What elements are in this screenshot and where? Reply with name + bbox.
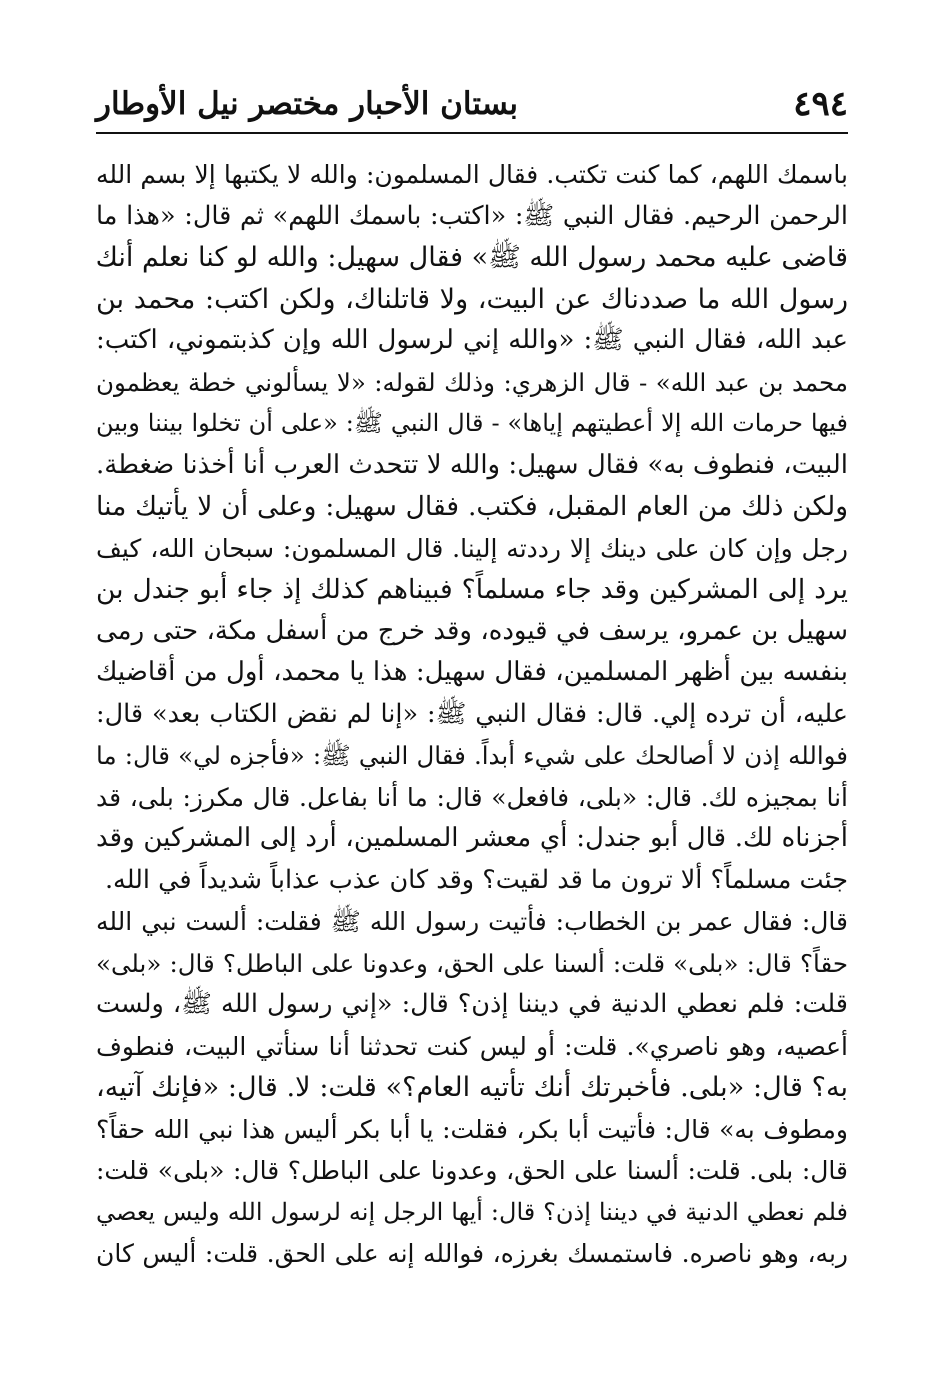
- text-line: قال: فقال عمر بن الخطاب: فأتيت رسول الله ﷺ فقلت: ألست نبي الله: [96, 907, 848, 936]
- text-line: ولكن ذلك من العام المقبل، فكتب. فقال سهيل: وعلى أن لا يأتيك منا: [96, 491, 848, 522]
- text-line: يرد إلى المشركين وقد جاء مسلماً؟ فبيناهم كذلك إذ جاء أبو جندل بن: [96, 574, 848, 605]
- text-line: أجزناه لك. قال أبو جندل: أي معشر المسلمين، أرد إلى المشركين وقد: [96, 823, 848, 853]
- text-line: به؟ قال: «بلى. فأخبرتك أنك تأتيه العام؟» قلت: لا. قال: «فإنك آتيه،: [96, 1072, 848, 1103]
- text-line: رسول الله ما صددناك عن البيت، ولا قاتلناك، ولكن اكتب: محمد بن: [96, 283, 848, 315]
- text-line: البيت، فنطوف به» فقال سهيل: والله لا تتحدث العرب أنا أخذنا ضغطة.: [96, 449, 848, 480]
- book-title: بستان الأحبار مختصر نيل الأوطار: [96, 86, 519, 122]
- header-rule: [96, 132, 848, 134]
- text-line: فيها حرمات الله إلا أعطيتهم إياها» - قال النبي ﷺ: «على أن تخلوا بيننا وبين: [96, 409, 848, 437]
- text-line: باسمك اللهم، كما كنت تكتب. فقال المسلمون: والله لا يكتبها إلا بسم الله: [96, 160, 848, 189]
- text-line: ربه، وهو ناصره. فاستمسك بغرزه، فوالله إنه على الحق. قلت: أليس كان: [96, 1239, 848, 1268]
- text-line: قال: بلى. قلت: ألسنا على الحق، وعدونا على الباطل؟ قال: «بلى» قلت:: [96, 1156, 848, 1185]
- text-line: قلت: فلم نعطي الدنية في ديننا إذن؟ قال: «إني رسول الله ﷺ، ولست: [96, 989, 848, 1019]
- page-header: [96, 78, 848, 128]
- text-line: أعصيه، وهو ناصري». قلت: أو ليس كنت تحدثنا أنا سنأتي البيت، فنطوف: [96, 1031, 848, 1061]
- text-line: ومطوف به» قال: فأتيت أبا بكر، فقلت: يا أبا بكر أليس هذا نبي الله حقاً؟: [96, 1114, 848, 1144]
- text-line: قاضى عليه محمد رسول الله ﷺ» فقال سهيل: والله لو كنا نعلم أنك: [95, 242, 848, 273]
- page-number: ٤٩٤: [793, 84, 848, 124]
- text-line: أنا بمجيزه لك. قال: «بلى، فافعل» قال: ما أنا بفاعل. قال مكرز: بلى، قد: [96, 782, 848, 812]
- text-line: سهيل بن عمرو، يرسف في قيوده، وقد خرج من أسفل مكة، حتى رمى: [96, 615, 848, 646]
- body-text: [96, 154, 848, 1275]
- text-line: الرحمن الرحيم. فقال النبي ﷺ: «اكتب: باسمك اللهم» ثم قال: «هذا ما: [96, 200, 848, 231]
- text-line: بنفسه بين أظهر المسلمين، فقال سهيل: هذا يا محمد، أول من أقاضيك: [96, 657, 848, 687]
- text-line: جئت مسلماً؟ ألا ترون ما قد لقيت؟ وقد كان عذب عذاباً شديداً في الله.: [104, 864, 848, 895]
- text-line: فلم نعطي الدنية في ديننا إذن؟ قال: أيها الرجل إنه لرسول الله وليس يعصي: [96, 1197, 848, 1226]
- text-line: محمد بن عبد الله» - قال الزهري: وذلك لقوله: «لا يسألوني خطة يعظمون: [96, 367, 848, 397]
- text-line: فوالله إذن لا أصالحك على شيء أبداً. فقال النبي ﷺ: «فأجزه لي» قال: ما: [96, 741, 848, 770]
- text-line: حقاً؟ قال: «بلى» قلت: ألسنا على الحق، وعدونا على الباطل؟ قال: «بلى»: [96, 948, 848, 978]
- text-line: عليه، أن ترده إلي. قال: فقال النبي ﷺ: «إنا لم نقض الكتاب بعد» قال:: [96, 698, 848, 729]
- text-line: عبد الله، فقال النبي ﷺ: «والله إني لرسول الله وإن كذبتموني، اكتب:: [96, 325, 848, 355]
- text-line: رجل وإن كان على دينك إلا رددته إلينا. قال المسلمون: سبحان الله، كيف: [96, 533, 848, 563]
